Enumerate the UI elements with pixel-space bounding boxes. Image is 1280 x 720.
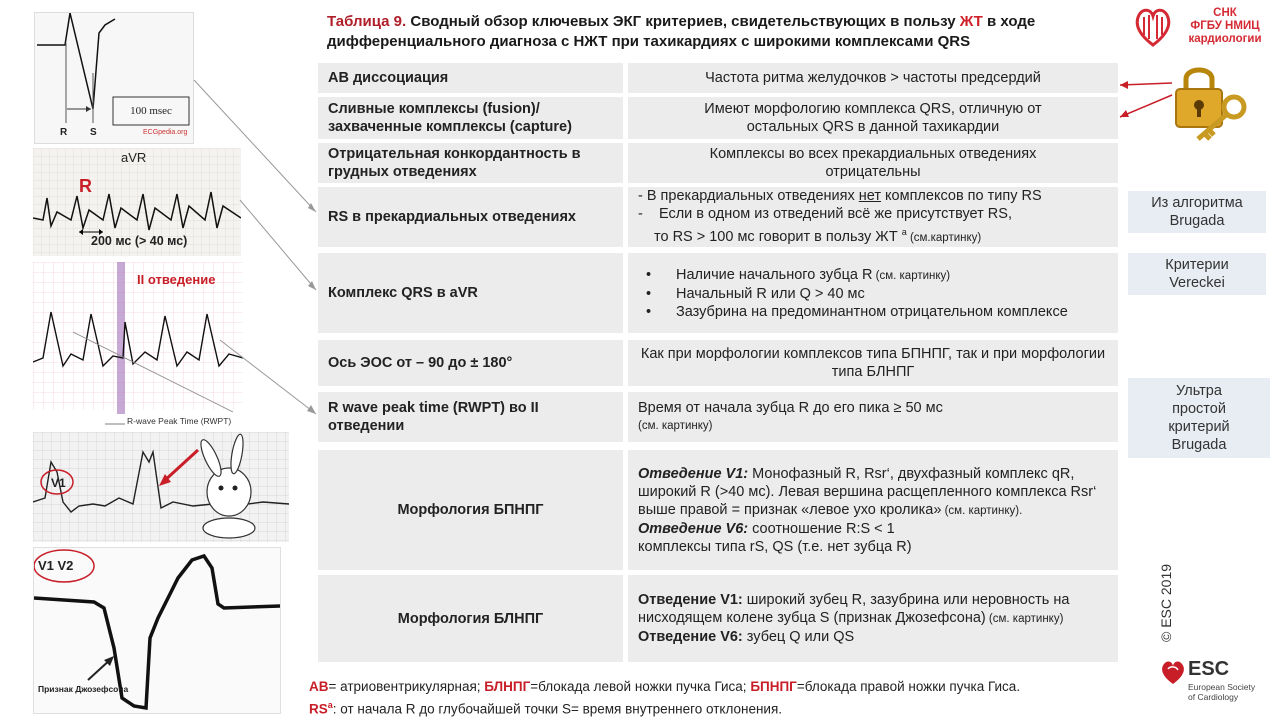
row-rs-label: RS в прекардиальных отведениях (318, 187, 623, 247)
img5-caption: Признак Джозефсона (38, 684, 129, 694)
row-avr-label: Комплекс QRS в aVR (318, 253, 623, 333)
row-rbbb-label: Морфология БПНПГ (318, 450, 623, 570)
side-label-ultra-brugada: Ультра простой критерий Brugada (1128, 378, 1270, 458)
esc-logo (1160, 658, 1270, 708)
logo-line1: СНК (1213, 7, 1237, 19)
side-label-vereckei: Критерии Vereckei (1128, 253, 1266, 295)
esc-abbr: ESC (1188, 658, 1230, 680)
logo-line2: ФГБУ НМИЦ (1190, 20, 1260, 32)
img2-caption: 200 мс (> 40 мс) (91, 234, 188, 248)
logo-line3: кардиологии (1188, 33, 1262, 45)
row-fusion-label: Сливные комплексы (fusion)/ захваченные комплексы (capture) (318, 97, 623, 139)
row-av-dissociation-label: АВ диссоциация (318, 63, 623, 93)
heart-logo-icon (1133, 5, 1173, 49)
row-lbbb-label: Морфология БЛНПГ (318, 575, 623, 662)
row-concordance-label: Отрицательная конкордантность в грудных отведениях (318, 143, 623, 183)
page-title (327, 12, 1127, 52)
img3-caption: R-wave Peak Time (RWPT) (127, 416, 232, 426)
title-vt: ЖТ (959, 13, 983, 30)
title-part2: в ходе (982, 13, 1036, 30)
img4-lead: V1 (51, 476, 66, 490)
row-concordance-value: Комплексы во всех прекардиальных отведениях отрицательны (628, 143, 1118, 183)
row-rwpt-value: Время от начала зубца R до его пика ≥ 50 мс (см. картинку) (628, 392, 1118, 442)
snk-logo (1133, 5, 1273, 49)
img1-source: ECGpedia.org (143, 129, 188, 136)
img1-r-label: R (60, 127, 68, 138)
row-rs-value: - В прекардиальных отведениях нет комплексов по типу RS - Если в одном из отведений всё же присутствует RS, то RS > 100 мс говорит в пользу ЖТ $^a$ (см.картинку) (628, 187, 1118, 247)
row-av-dissociation-value: Частота ритма желудочков > частоты предсердий (628, 63, 1118, 93)
img2-r-label: R (79, 176, 92, 196)
copyright-vertical: © ESC 2019 (1158, 563, 1174, 642)
row-rbbb-value: Отведение V1: Монофазный R, Rsr‘, двухфазный комплекс qR, широкий R (>40 мс). Левая вершина расщепленного комплекса Rsr‘ выше правой = признак «левое ухо кролика» (см. картинку). Отведение V6: соотношение R:S < 1 комплексы типа rS, QS (т.е. нет зубца R) (628, 450, 1118, 570)
img1-box-label: 100 msec (130, 105, 172, 117)
pointer-lines (0, 0, 330, 430)
lock-key-icon (1168, 63, 1258, 143)
v1-rabbit-ear-image (33, 432, 289, 542)
esc-line2: of Cardiology (1188, 692, 1239, 702)
img5-lead: V1 V2 (38, 558, 74, 573)
row-axis-label: Ось ЭОС от – 90 до ± 180° (318, 340, 623, 386)
esc-line1: European Society (1188, 682, 1256, 692)
side-label-brugada: Из алгоритма Brugada (1128, 191, 1266, 233)
esc-heart-icon (1160, 660, 1186, 686)
footnote: АВ= атриовентрикулярная; БЛНПГ=блокада левой ножки пучка Гиса; БПНПГ=блокада правой ножки пучка Гиса. $RS^a$: от начала R до глубочайшей точки S= время внутреннего отклонения. (309, 679, 1021, 717)
title-part1: Сводный обзор ключевых ЭКГ критериев, свидетельствующих в пользу (406, 13, 960, 30)
row-avr-value: • Наличие начального зубца R (см. картинку) • Начальный R или Q > 40 мс • Зазубрина на предоминантном отрицательном комплексе (628, 253, 1118, 333)
row-fusion-value: Имеют морфологию комплекса QRS, отличную от остальных QRS в данной тахикардии (628, 97, 1118, 139)
row-lbbb-value: Отведение V1: широкий зубец R, зазубрина или неровность на нисходящем колене зубца S (признак Джозефсона) (см. картинку) Отведение V6: зубец Q или QS (628, 575, 1118, 662)
img3-lead: II отведение (137, 272, 216, 287)
img1-s-label: S (90, 127, 97, 138)
img2-lead: aVR (121, 150, 147, 165)
row-rwpt-label: R wave peak time (RWPT) во II отведении (318, 392, 623, 442)
lock-arrows (1110, 75, 1180, 125)
josephson-sign-image (33, 547, 281, 714)
row-axis-value: Как при морфологии комплексов типа БПНПГ, так и при морфологии типа БЛНПГ (628, 340, 1118, 386)
table-label: Таблица 9. (327, 13, 407, 30)
title-line2: дифференциального диагноза с НЖТ при тахикардиях с широкими комплексами QRS (327, 33, 971, 50)
